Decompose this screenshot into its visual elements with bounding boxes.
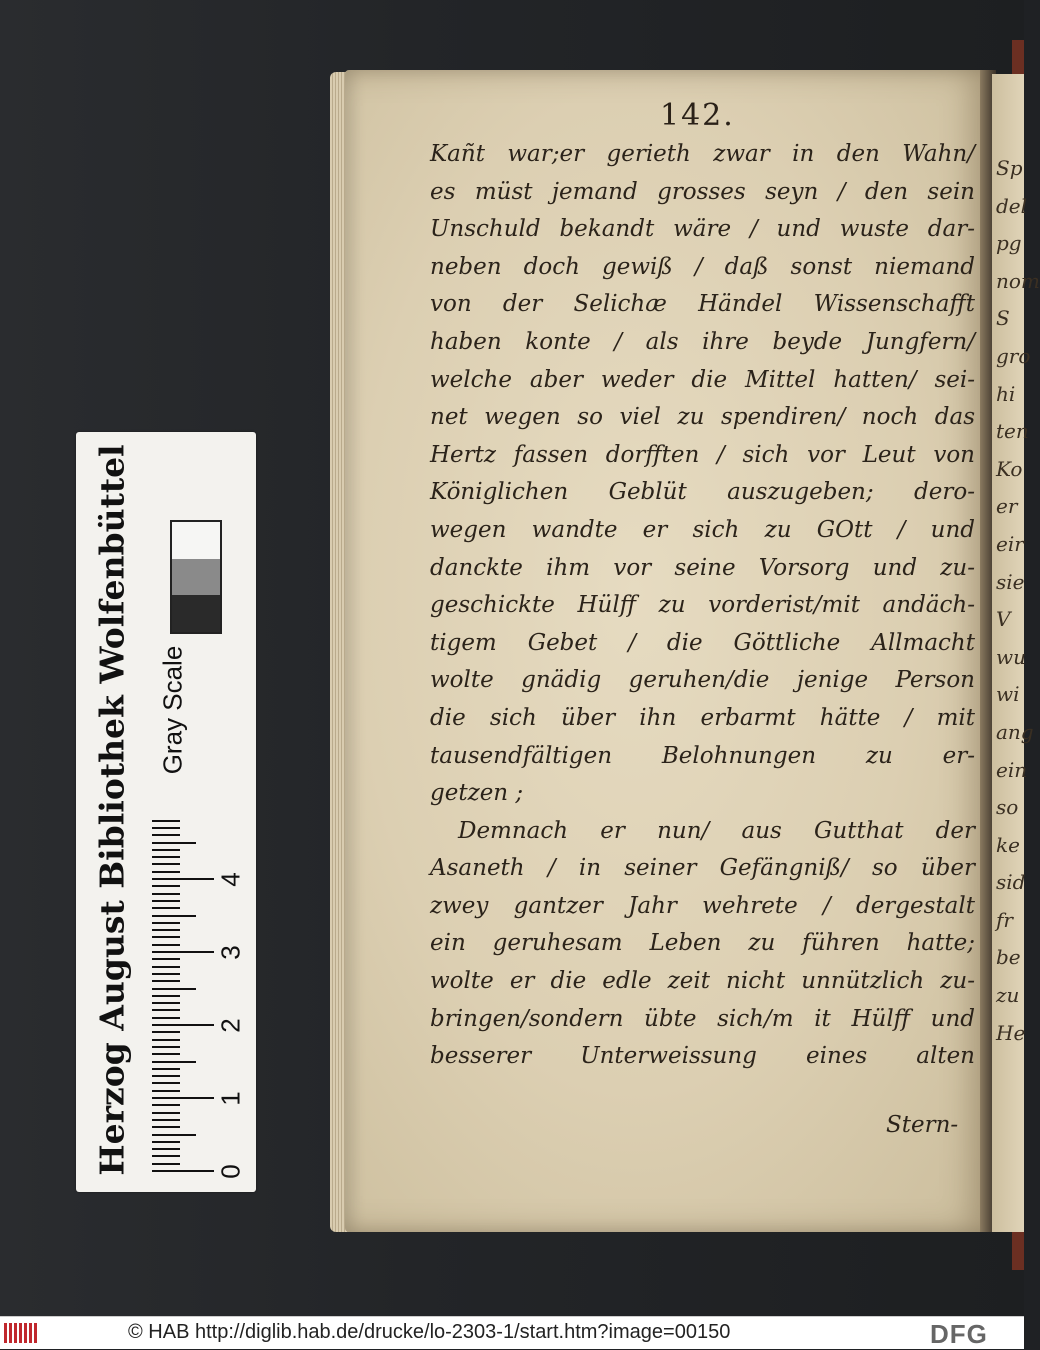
text-line: von der Selichæ Händel Wissenschafft xyxy=(430,291,975,318)
ruler-tick xyxy=(152,929,180,931)
facing-page-text xyxy=(996,150,1040,1052)
ruler-tick xyxy=(152,1039,180,1041)
ruler-number: 1 xyxy=(215,1091,246,1106)
ruler-tick xyxy=(152,820,180,822)
facing-page-fragment: wi xyxy=(996,682,1020,707)
text-line: Unschuld bekandt wäre / und wuste dar- xyxy=(430,216,975,243)
ruler-tick xyxy=(152,1053,180,1055)
facing-page-fragment: He xyxy=(996,1020,1026,1045)
facing-page-fragment: be xyxy=(996,945,1021,970)
ruler-tick xyxy=(152,1134,196,1136)
ruler-tick xyxy=(152,1112,180,1114)
ruler-number: 3 xyxy=(215,945,246,960)
ruler-tick xyxy=(152,1046,180,1048)
gray-scale-swatches xyxy=(170,520,222,634)
facing-page-fragment: eir xyxy=(996,531,1024,556)
ruler-tick xyxy=(152,849,180,851)
facing-page-fragment: S xyxy=(996,306,1010,331)
facing-page-fragment: gro xyxy=(996,343,1031,368)
text-line: Hertz fassen dorfften / sich vor Leut von xyxy=(430,441,975,468)
ruler-tick xyxy=(152,1097,214,1099)
ruler xyxy=(140,800,240,1180)
ruler-number: 2 xyxy=(215,1018,246,1033)
facing-page-fragment: hi xyxy=(996,381,1016,406)
ruler-tick xyxy=(152,871,180,873)
ruler-tick xyxy=(152,936,180,938)
text-line: danckte ihm vor seine Vorsorg und zu- xyxy=(430,554,975,581)
text-line: getzen ; xyxy=(430,780,524,807)
text-line: wegen wandte er sich zu GOtt / und xyxy=(430,516,975,543)
text-line: Demnach er nun/ aus Gutthat der xyxy=(458,817,975,844)
text-line: wolte er die edle zeit nicht unnützlich zu- xyxy=(430,968,975,995)
facing-page-fragment: sid xyxy=(996,870,1026,895)
gray-scale-label xyxy=(148,630,198,790)
text-line: bringen/sondern übte sich/m it Hülff und xyxy=(430,1005,975,1032)
facing-page-fragment: del xyxy=(996,193,1028,218)
ruler-tick xyxy=(152,885,180,887)
ruler-tick xyxy=(152,958,180,960)
ruler-tick xyxy=(152,1148,180,1150)
dfg-logo: DFG xyxy=(930,1319,988,1349)
ruler-tick xyxy=(152,944,180,946)
ruler-tick xyxy=(152,915,196,917)
ruler-tick xyxy=(152,856,180,858)
ruler-tick xyxy=(152,1119,180,1121)
ruler-tick xyxy=(152,863,180,865)
ruler-tick xyxy=(152,1126,180,1128)
ruler-tick xyxy=(152,893,180,895)
facing-page-fragment: Sp xyxy=(996,156,1023,180)
facing-page-fragment: fr xyxy=(996,907,1013,932)
ruler-tick xyxy=(152,1141,180,1143)
ruler-tick xyxy=(152,834,180,836)
text-line: haben konte / als ihre beyde Jungfern/ xyxy=(430,328,975,355)
gray-scale-text: Gray Scale xyxy=(157,645,188,775)
ruler-tick xyxy=(152,1104,180,1106)
ruler-tick xyxy=(152,1170,214,1172)
ruler-tick xyxy=(152,995,180,997)
facing-page-fragment: sie xyxy=(996,569,1025,594)
ruler-tick xyxy=(152,900,180,902)
swatch-black xyxy=(172,595,220,632)
ruler-tick xyxy=(152,1075,180,1077)
text-line: die sich über ihn erbarmt hätte / mit xyxy=(430,704,975,731)
ruler-tick xyxy=(152,878,214,880)
ruler-tick xyxy=(152,966,180,968)
ruler-tick xyxy=(152,988,196,990)
ruler-tick xyxy=(152,1061,196,1063)
facing-page-fragment: V xyxy=(996,607,1011,632)
text-line: Asaneth / in seiner Gefängniß/ so über xyxy=(430,855,975,882)
ruler-tick xyxy=(152,1090,180,1092)
facing-page-fragment: er xyxy=(996,494,1018,519)
facing-page-fragment: nom xyxy=(996,268,1040,293)
text-line: ein geruhesam Leben zu führen hatte; xyxy=(430,930,975,957)
ruler-tick xyxy=(152,1024,214,1026)
text-line: Königlichen Geblüt auszugeben; dero- xyxy=(430,479,975,506)
footer xyxy=(0,1316,1024,1349)
ruler-tick xyxy=(152,1002,180,1004)
text-line: geschickte Hülff zu vorderist/mit andäch- xyxy=(430,592,975,619)
facing-page-fragment: wu xyxy=(996,644,1026,669)
facing-page-fragment: ang xyxy=(996,719,1034,744)
text-line: tausendfältigen Belohnungen zu er- xyxy=(430,742,975,769)
text-line: Kañt war;er gerieth zwar in den Wahn/ xyxy=(430,141,975,167)
swatch-gray xyxy=(172,559,220,596)
text-line: net wegen so viel zu spendiren/ noch das xyxy=(430,404,975,431)
ruler-tick xyxy=(152,1031,180,1033)
ruler-tick xyxy=(152,1017,180,1019)
text-line: neben doch gewiß / daß sonst niemand xyxy=(430,253,975,280)
ruler-tick xyxy=(152,973,180,975)
text-line: es müst jemand grosses seyn / den sein xyxy=(430,178,975,205)
ruler-tick xyxy=(152,1068,180,1070)
swatch-white xyxy=(172,522,220,559)
hab-logo-icon xyxy=(4,1323,38,1343)
ruler-tick xyxy=(152,1163,180,1165)
ruler-tick xyxy=(152,1155,180,1157)
facing-page-fragment: Ko xyxy=(996,456,1023,481)
text-line: tigem Gebet / die Göttliche Allmacht xyxy=(430,629,975,656)
ruler-tick xyxy=(152,1082,180,1084)
ruler-tick xyxy=(152,1009,180,1011)
text-line: wolte gnädig geruhen/die jenige Person xyxy=(430,667,975,694)
text-line: welche aber weder die Mittel hatten/ sei- xyxy=(430,366,975,393)
library-name: Herzog August Bibliothek Wolfenbüttel xyxy=(92,444,132,1176)
text-line: zwey gantzer Jahr wehrete / dergestalt xyxy=(430,892,975,919)
text-line: besserer Unterweissung eines alten xyxy=(430,1043,975,1070)
ruler-tick xyxy=(152,827,180,829)
ruler-number: 0 xyxy=(215,1164,246,1179)
facing-page-fragment: so xyxy=(996,795,1019,820)
footer-link[interactable]: © HAB http://diglib.hab.de/drucke/lo-2303-1/start.htm?image=00150 xyxy=(128,1321,731,1343)
catchword: Stern- xyxy=(886,1112,959,1138)
page-text xyxy=(430,136,975,1076)
library-label xyxy=(82,440,142,1180)
ruler-tick xyxy=(152,951,214,953)
ruler-tick xyxy=(152,922,180,924)
facing-page-fragment: zu xyxy=(996,983,1020,1008)
ruler-tick xyxy=(152,980,180,982)
ruler-number: 4 xyxy=(215,872,246,887)
facing-page-fragment: ten xyxy=(996,419,1029,444)
facing-page-fragment: ke xyxy=(996,832,1020,857)
page-number: 142. xyxy=(660,98,735,133)
ruler-tick xyxy=(152,907,180,909)
facing-page-fragment: pg xyxy=(996,231,1022,256)
facing-page-fragment: ein xyxy=(996,757,1028,782)
ruler-tick xyxy=(152,842,196,844)
